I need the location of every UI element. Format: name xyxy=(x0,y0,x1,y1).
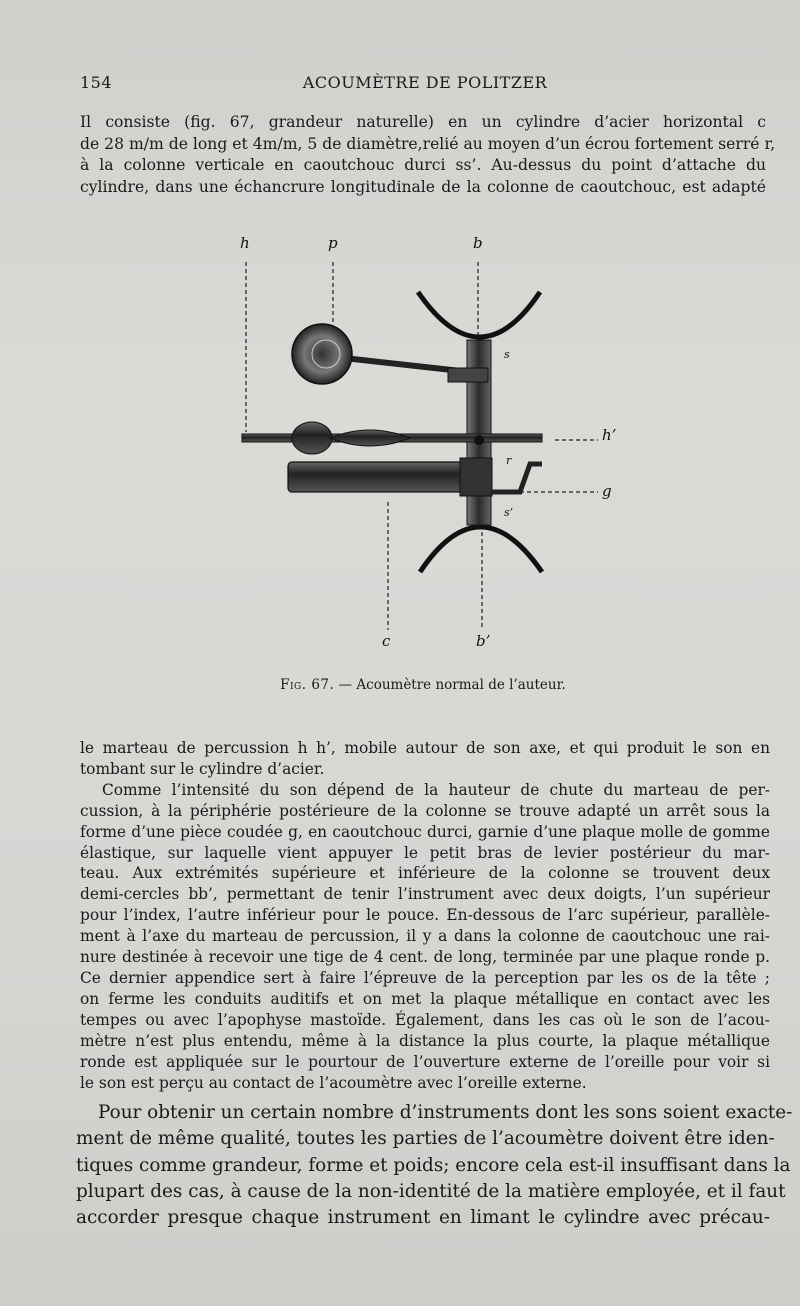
paragraph-closing xyxy=(76,1100,793,1231)
text-line: demi-cercles bb’, permettant de tenir l’instrument avec deux doigts, l’un supérieur xyxy=(80,885,770,904)
text-line: le marteau de percussion h h’, mobile autour de son axe, et qui produit le son en xyxy=(80,739,770,757)
label-p: p xyxy=(328,234,338,252)
lower-half-circle xyxy=(420,527,542,572)
hammer-handle xyxy=(330,430,410,446)
label-b-prime: b’ xyxy=(476,632,491,650)
label-b: b xyxy=(473,234,483,252)
label-h-prime: h’ xyxy=(602,426,617,444)
caption-text: — Acoumètre normal de l’auteur. xyxy=(338,677,566,693)
text-line: nure destinée à recevoir une tige de 4 cent. de long, terminée par une plaque ronde p. xyxy=(80,948,770,967)
label-s: s xyxy=(504,348,510,361)
text-line: cylindre, dans une échancrure longitudinale de la colonne de caoutchouc, est adapté xyxy=(80,177,766,196)
label-g: g xyxy=(602,482,612,500)
text-line: de 28 m/m de long et 4m/m, 5 de diamètre,relié au moyen d’un écrou fortement serré r, xyxy=(80,134,776,153)
text-line: tiques comme grandeur, forme et poids; encore cela est-il insuffisant dans la xyxy=(76,1154,791,1176)
rod-clamp xyxy=(448,368,488,382)
text-line: on ferme les conduits auditifs et on met la plaque métallique en contact avec les xyxy=(80,989,770,1008)
label-h: h xyxy=(240,234,250,252)
paragraph-intro xyxy=(80,112,776,198)
text-line: tempes ou avec l’apophyse mastoïde. Également, dans les cas où le son de l’acou- xyxy=(80,1010,770,1029)
figure-acoumeter xyxy=(230,232,640,662)
label-s-prime: s’ xyxy=(504,506,514,519)
upper-half-circle xyxy=(418,292,540,337)
round-plate xyxy=(292,324,352,384)
text-line: teau. Aux extrémités supérieure et inférieure de la colonne se trouvent deux xyxy=(80,864,770,883)
caption-figure-number: Fig. 67. xyxy=(280,677,335,693)
text-line: élastique, sur laquelle vient appuyer le petit bras de levier postérieur du mar- xyxy=(80,843,770,862)
text-line: Comme l’intensité du son dépend de la hauteur de chute du marteau de per- xyxy=(102,780,770,799)
paragraph-body xyxy=(80,738,770,1093)
text-line: Ce dernier appendice sert à faire l’épreuve de la perception par les os de la tête ; xyxy=(80,968,770,987)
text-line: accorder presque chaque instrument en limant le cylindre avec précau- xyxy=(76,1207,770,1229)
page-number: 154 xyxy=(80,73,113,92)
label-r: r xyxy=(506,454,512,467)
text-line: Pour obtenir un certain nombre d’instruments dont les sons soient exacte- xyxy=(98,1102,793,1123)
text-line: forme d’une pièce coudée g, en caoutchouc durci, garnie d’une plaque molle de gomme xyxy=(80,822,770,841)
steel-cylinder xyxy=(288,462,488,492)
text-line: pour l’index, l’autre inférieur pour le pouce. En-dessous de l’arc supérieur, parallèle- xyxy=(80,906,770,925)
figure-caption xyxy=(80,677,766,693)
text-line: ronde est appliquée sur le pourtour de l’ouverture externe de l’oreille pour voir si xyxy=(80,1052,770,1071)
text-line: plupart des cas, à cause de la non-identité de la matière employée, et il faut xyxy=(76,1180,786,1202)
acoumeter-illustration xyxy=(230,232,640,662)
text-line: ment à l’axe du marteau de percussion, il y a dans la colonne de caoutchouc une rai- xyxy=(80,927,770,946)
text-line: mètre n’est plus entendu, même à la distance la plus courte, la plaque métallique xyxy=(80,1031,770,1050)
running-title: ACOUMÈTRE DE POLITZER xyxy=(302,73,548,92)
text-line: Il consiste (fig. 67, grandeur naturelle) en un cylindre d’acier horizontal c xyxy=(80,113,766,131)
bent-stop-piece xyxy=(492,464,542,492)
text-line: le son est perçu au contact de l’acoumètre avec l’oreille externe. xyxy=(80,1073,587,1092)
text-line: cussion, à la périphérie postérieure de la colonne se trouve adapté un arrêt sous la xyxy=(80,801,770,820)
label-c: c xyxy=(382,632,391,650)
screw-nut xyxy=(460,458,492,496)
text-line: à la colonne verticale en caoutchouc durci ss’. Au-dessus du point d’attache du xyxy=(80,156,766,174)
hammer-head xyxy=(292,422,332,454)
text-line: ment de même qualité, toutes les parties de l’acoumètre doivent être iden- xyxy=(76,1128,775,1150)
text-line: tombant sur le cylindre d’acier. xyxy=(80,759,325,778)
